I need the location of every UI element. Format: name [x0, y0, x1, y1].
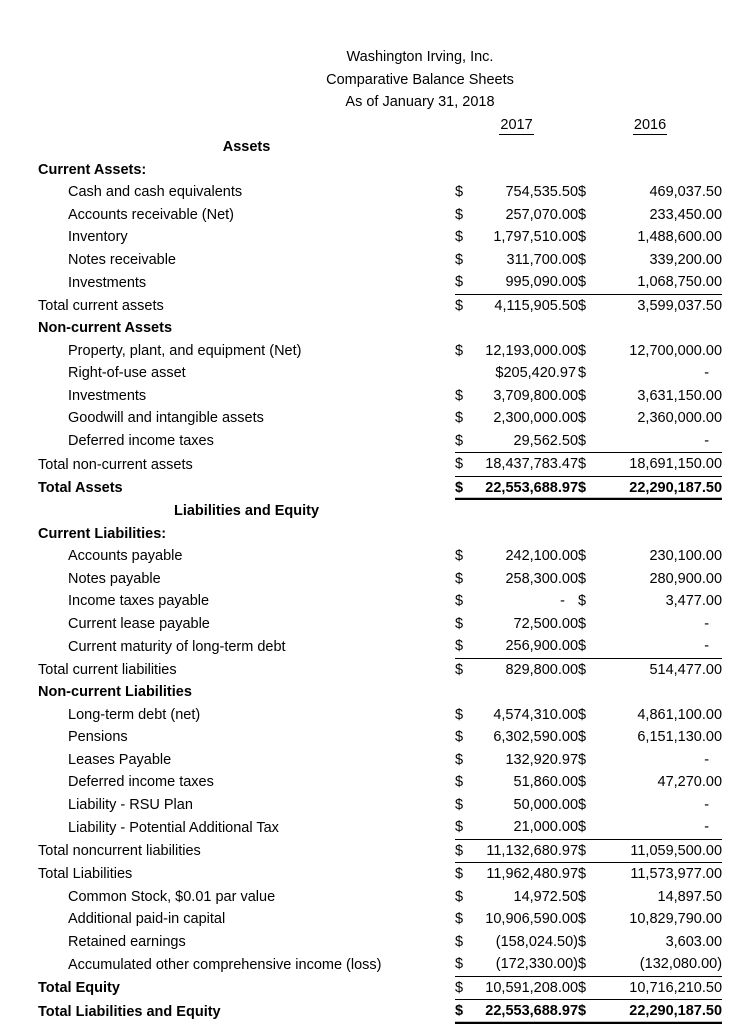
table-row: [38, 816, 722, 839]
amount-2017: 132,920.97: [505, 751, 579, 768]
amount-2016: 1,068,750.00: [595, 271, 722, 294]
amount-2017: 1,797,510.00: [493, 229, 579, 245]
table-row: [38, 590, 722, 613]
grand-total-row: [38, 1000, 722, 1024]
row-label: Deferred income taxes: [68, 774, 214, 790]
total-liabilities-label: Total Liabilities: [38, 866, 133, 882]
grand-total-2017: 22,553,688.97: [472, 476, 578, 500]
currency-symbol-2016: $: [578, 271, 595, 294]
currency-symbol-2016: $: [578, 729, 587, 745]
amount-2017: -: [560, 593, 566, 609]
currency-symbol-2017: $: [455, 774, 464, 790]
currency-symbol-2017: $: [455, 888, 464, 905]
amount-2016: -: [595, 635, 722, 658]
subtotal-label: Total noncurrent liabilities: [38, 843, 201, 859]
column-header-2016: 2016: [633, 116, 667, 133]
amount-2016: 6,151,130.00: [637, 729, 723, 745]
currency-symbol-2017: $: [455, 796, 464, 813]
amount-2016: 10,829,790.00: [629, 911, 723, 927]
pad: [595, 500, 722, 523]
subtotal-row: [38, 839, 722, 863]
subtotal-row: [38, 453, 722, 477]
subtotal-2016: 514,477.00: [649, 661, 723, 678]
total-equity-row: [38, 976, 722, 1000]
currency-symbol-2016: $: [578, 979, 587, 996]
pad: [578, 159, 595, 182]
amount-2017: 6,302,590.00: [493, 729, 579, 745]
currency-symbol-2016: $: [578, 548, 587, 564]
currency-symbol-2016: $: [578, 430, 595, 453]
currency-symbol-2016: $: [578, 911, 587, 927]
table-row: [38, 385, 722, 408]
section-header-current-assets: Current Assets:: [38, 161, 147, 178]
pad: [455, 159, 472, 182]
currency-symbol-placeholder: [455, 362, 472, 385]
column-header-row: [38, 114, 722, 137]
amount-2017: 29,562.50: [472, 430, 578, 453]
amount-2017: (158,024.50): [495, 933, 579, 950]
amount-2016: 47,270.00: [657, 774, 723, 790]
header-spacer: [38, 114, 455, 137]
currency-symbol-2016: $: [578, 570, 587, 587]
pad: [472, 317, 578, 340]
amount-2017: (172,330.00): [472, 953, 578, 976]
pad: [595, 681, 722, 704]
banner-pad-1: [455, 136, 472, 159]
currency-symbol-2017: $: [455, 430, 472, 453]
column-header-2017: 2017: [500, 116, 533, 133]
currency-symbol-2017: $: [455, 206, 464, 223]
amount-2017: 4,574,310.00: [493, 706, 579, 723]
amount-2017: 50,000.00: [513, 796, 579, 813]
grand-total-row: [38, 476, 722, 500]
section-header-row: [38, 317, 722, 340]
currency-symbol-2017: $: [455, 229, 464, 245]
subtotal-label: Total non-current assets: [38, 456, 193, 473]
banner-pad-4: [595, 136, 722, 159]
subtotal-label: Total current assets: [38, 297, 164, 314]
row-label: Leases Payable: [68, 751, 172, 768]
row-label: Additional paid-in capital: [68, 911, 226, 927]
row-label: Liability - RSU Plan: [68, 796, 193, 813]
currency-symbol-2016: $: [578, 593, 587, 609]
amount-2016: 1,488,600.00: [637, 229, 723, 245]
assets-banner-row: [38, 136, 722, 159]
pad: [578, 681, 595, 704]
table-row: [38, 726, 722, 749]
currency-symbol-2016: $: [578, 839, 595, 863]
table-row: [38, 249, 722, 272]
subtotal-2016: 18,691,150.00: [595, 453, 722, 477]
pad: [455, 681, 472, 704]
table-row: [38, 430, 722, 453]
row-label: Retained earnings: [68, 933, 186, 950]
currency-symbol-2017: $: [455, 729, 464, 745]
liabilities-banner-row: [38, 500, 722, 523]
section-header-noncurrent-assets: Non-current Assets: [38, 320, 173, 336]
currency-symbol-2017: $: [455, 866, 464, 882]
currency-symbol-2017: $: [455, 548, 464, 564]
pad: [455, 523, 472, 546]
amount-2016: 233,450.00: [649, 206, 723, 223]
currency-symbol-2017: $: [455, 184, 464, 200]
statement-title: Comparative Balance Sheets: [326, 71, 514, 88]
amount-2017: 257,070.00: [505, 206, 579, 223]
amount-2017: $205,420.97: [495, 365, 577, 381]
amount-2017: 2,300,000.00: [493, 410, 579, 426]
row-label: Deferred income taxes: [68, 433, 214, 449]
row-label: Property, plant, and equipment (Net): [68, 342, 302, 359]
section-header-row: [38, 523, 722, 546]
row-label: Current lease payable: [68, 615, 210, 632]
amount-2017: 51,860.00: [513, 774, 579, 790]
currency-symbol-2016: $: [578, 251, 587, 268]
pad: [595, 523, 722, 546]
section-header-row: [38, 159, 722, 182]
table-row: [38, 908, 722, 931]
currency-symbol-2016: $: [578, 297, 587, 314]
total-liabilities-equity-2017: 22,553,688.97: [472, 1000, 578, 1024]
currency-symbol-2016: $: [578, 751, 587, 768]
currency-symbol-2016: $: [578, 229, 587, 245]
subtotal-label: Total current liabilities: [38, 661, 177, 678]
grand-total-2016: 22,290,187.50: [595, 476, 722, 500]
amount-2017: 21,000.00: [472, 816, 578, 839]
total-equity-label: Total Equity: [38, 980, 120, 996]
assets-banner: Assets: [222, 139, 271, 155]
table-row: [38, 226, 722, 249]
currency-symbol-2017: $: [455, 979, 464, 996]
subtotal-2017: 829,800.00: [505, 661, 579, 678]
amount-2017: 311,700.00: [506, 251, 579, 268]
table-row: [38, 794, 722, 817]
currency-symbol-2017: $: [455, 476, 472, 500]
row-label: Investments: [68, 274, 147, 291]
amount-2017: 10,906,590.00: [485, 911, 579, 927]
row-label: Investments: [68, 387, 147, 404]
amount-2016: 14,897.50: [657, 888, 723, 905]
amount-2017: 995,090.00: [472, 271, 578, 294]
subtotal-2016: 11,059,500.00: [595, 839, 722, 863]
currency-symbol-2017: $: [455, 297, 464, 314]
table-row: [38, 407, 722, 430]
currency-symbol-2017: $: [455, 251, 464, 268]
subtotal-2017: 18,437,783.47: [472, 453, 578, 477]
section-header-noncurrent-liabilities: Non-current Liabilities: [38, 684, 192, 700]
currency-symbol-2016: $: [578, 774, 587, 790]
grand-total-label: Total Assets: [38, 480, 123, 496]
amount-2017: 12,193,000.00: [485, 342, 579, 359]
row-label: Right-of-use asset: [68, 365, 186, 381]
row-label: Accumulated other comprehensive income (loss): [68, 956, 382, 973]
currency-symbol-2017: $: [455, 706, 464, 723]
total-equity-2016: 10,716,210.50: [629, 979, 723, 996]
subtotal-row: [38, 294, 722, 317]
table-row: [38, 181, 722, 204]
currency-symbol-2016: $: [578, 476, 595, 500]
currency-symbol-2017: $: [455, 615, 464, 632]
amount-2016: -: [704, 751, 710, 768]
balance-sheet-table: [38, 114, 722, 1024]
amount-2016: 3,477.00: [665, 593, 723, 609]
amount-2016: 469,037.50: [649, 184, 723, 200]
table-row: [38, 204, 722, 227]
currency-symbol-2017: $: [455, 911, 464, 927]
section-header-row: [38, 681, 722, 704]
total-liabilities-equity-2016: 22,290,187.50: [595, 1000, 722, 1024]
amount-2016: 280,900.00: [649, 570, 723, 587]
amount-2017: 14,972.50: [513, 888, 579, 905]
table-row: [38, 545, 722, 568]
total-liabilities-equity-label: Total Liabilities and Equity: [38, 1003, 221, 1020]
currency-symbol-2017: $: [455, 387, 464, 404]
row-label: Cash and cash equivalents: [68, 184, 243, 200]
currency-symbol-2016: $: [578, 816, 595, 839]
row-label: Notes payable: [68, 570, 161, 587]
document-title-block: [38, 46, 722, 114]
currency-symbol-2017: $: [455, 1000, 472, 1024]
currency-symbol-2017: $: [455, 342, 464, 359]
amount-2016: 12,700,000.00: [629, 342, 723, 359]
currency-symbol-2017: $: [455, 271, 472, 294]
statement-date: As of January 31, 2018: [345, 94, 495, 110]
section-header-current-liabilities: Current Liabilities:: [38, 525, 167, 542]
row-label: Income taxes payable: [68, 593, 210, 609]
row-label: Goodwill and intangible assets: [68, 410, 264, 426]
row-label: Accounts receivable (Net): [68, 206, 235, 223]
pad: [472, 523, 578, 546]
currency-symbol-2017: $: [455, 661, 464, 678]
row-label: Notes receivable: [68, 251, 176, 268]
total-liabilities-2016: 11,573,977.00: [630, 866, 723, 882]
table-row: [38, 886, 722, 909]
currency-symbol-2016: $: [578, 184, 587, 200]
amount-2017: 258,300.00: [505, 570, 579, 587]
currency-symbol-2016: $: [578, 796, 587, 813]
row-label: Long-term debt (net): [68, 706, 201, 723]
pad: [472, 500, 578, 523]
amount-2017: 256,900.00: [472, 635, 578, 658]
row-label: Accounts payable: [68, 548, 183, 564]
amount-2017: 3,709,800.00: [493, 387, 579, 404]
subtotal-row: [38, 658, 722, 681]
currency-symbol-2017: $: [455, 953, 472, 976]
currency-symbol-2017: $: [455, 593, 464, 609]
currency-symbol-2016: $: [578, 387, 587, 404]
pad: [578, 317, 595, 340]
amount-2016: -: [704, 796, 710, 813]
currency-symbol-2017: $: [455, 453, 472, 477]
table-row: [38, 635, 722, 658]
amount-2016: 3,631,150.00: [637, 387, 723, 404]
banner-pad-3: [578, 136, 595, 159]
banner-pad-2: [472, 136, 578, 159]
currency-symbol-2016: $: [578, 706, 587, 723]
currency-symbol-2016: $: [578, 206, 587, 223]
currency-symbol-2016: $: [578, 866, 587, 882]
currency-symbol-2017: $: [455, 839, 472, 863]
total-liabilities-2017: 11,962,480.97: [486, 866, 579, 882]
currency-symbol-2017: $: [455, 635, 472, 658]
row-label: Common Stock, $0.01 par value: [68, 888, 276, 905]
pad: [472, 681, 578, 704]
currency-symbol-2016: $: [578, 615, 587, 632]
table-row: [38, 362, 722, 385]
row-label: Pensions: [68, 729, 128, 745]
table-row: [38, 931, 722, 954]
currency-symbol-2016: $: [578, 953, 595, 976]
currency-symbol-2016: $: [578, 365, 587, 381]
currency-symbol-2016: $: [578, 342, 587, 359]
currency-symbol-2016: $: [578, 1000, 595, 1024]
pad: [578, 523, 595, 546]
currency-symbol-2016: $: [578, 661, 587, 678]
pad: [595, 159, 722, 182]
pad: [472, 159, 578, 182]
table-row: [38, 704, 722, 727]
amount-2016: -: [704, 365, 710, 381]
amount-2017: 72,500.00: [513, 615, 579, 632]
total-liabilities-row: [38, 863, 722, 886]
amount-2016: -: [704, 615, 710, 632]
amount-2016: 339,200.00: [649, 251, 723, 268]
liabilities-equity-banner: Liabilities and Equity: [173, 503, 320, 519]
pad: [455, 317, 472, 340]
table-row: [38, 771, 722, 794]
subtotal-2017: 4,115,905.50: [494, 297, 579, 314]
table-row: [38, 568, 722, 591]
amount-2016: 230,100.00: [649, 548, 723, 564]
table-row: [38, 613, 722, 636]
table-row: [38, 340, 722, 363]
currency-symbol-2017: $: [455, 751, 464, 768]
currency-symbol-2017: $: [455, 410, 464, 426]
amount-2017: 242,100.00: [505, 548, 579, 564]
subtotal-2017: 11,132,680.97: [472, 839, 578, 863]
currency-symbol-2017: $: [455, 933, 464, 950]
row-label: Current maturity of long-term debt: [68, 638, 286, 655]
currency-symbol-2017: $: [455, 816, 472, 839]
currency-symbol-2017: $: [455, 570, 464, 587]
currency-symbol-2016: $: [578, 888, 587, 905]
currency-symbol-2016: $: [578, 453, 595, 477]
row-label: Inventory: [68, 229, 128, 245]
amount-2017: 754,535.50: [505, 184, 579, 200]
pad: [578, 500, 595, 523]
currency-symbol-2016: $: [578, 635, 595, 658]
amount-2016: -: [595, 816, 722, 839]
currency-symbol-2016: $: [578, 410, 587, 426]
pad: [455, 500, 472, 523]
company-name: Washington Irving, Inc.: [346, 49, 494, 65]
amount-2016: 4,861,100.00: [637, 706, 723, 723]
amount-2016: (132,080.00): [595, 953, 722, 976]
amount-2016: -: [595, 430, 722, 453]
subtotal-2016: 3,599,037.50: [637, 297, 723, 314]
total-equity-2017: 10,591,208.00: [485, 979, 579, 996]
table-row: [38, 271, 722, 294]
amount-2016: 3,603.00: [665, 933, 723, 950]
currency-symbol-2016: $: [578, 933, 587, 950]
table-row: [38, 953, 722, 976]
table-row: [38, 749, 722, 772]
pad: [595, 317, 722, 340]
amount-2016: 2,360,000.00: [637, 410, 723, 426]
row-label: Liability - Potential Additional Tax: [68, 819, 279, 836]
